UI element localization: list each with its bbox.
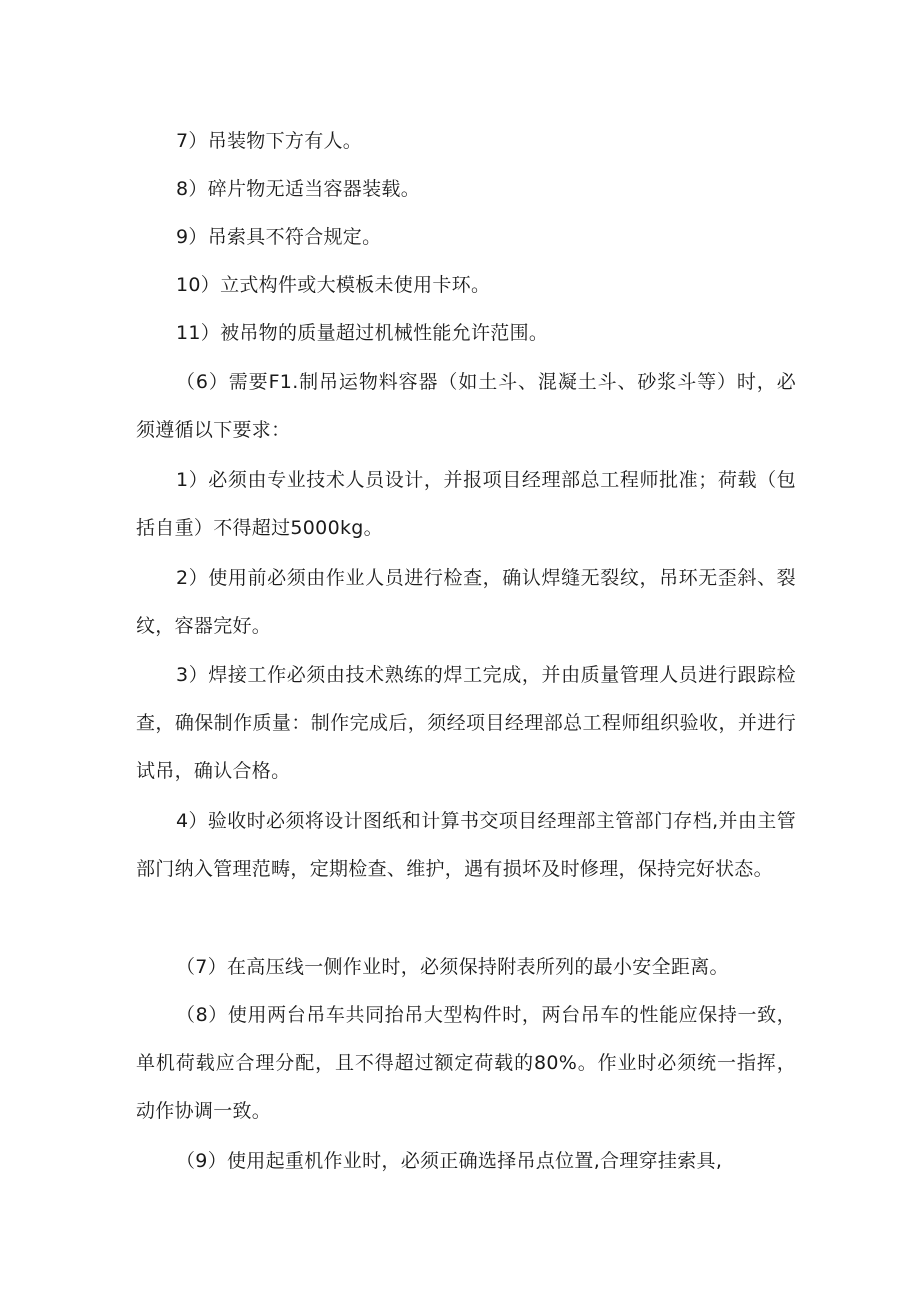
paragraph-item-7: 7）吊装物下方有人。 — [176, 130, 363, 152]
paragraph-section-8: （8）使用两台吊车共同抬吊大型构件时，两台吊车的性能应保持一致，单机荷载应合理分配，且不得超过额定荷载的80%。作业时必须统一指挥，动作协调一致。 — [136, 1004, 796, 1122]
paragraph-section-7: （7）在高压线一侧作业时，必须保持附表所列的最小安全距离。 — [176, 956, 729, 978]
paragraph-requirement-4: 4）验收时必须将设计图纸和计算书交项目经理部主管部门存档,并由主管部门纳入管理范畴，定期检查、维护，遇有损坏及时修理，保持完好状态。 — [136, 810, 796, 880]
paragraph-requirement-2: 2）使用前必须由作业人员进行检查，确认焊缝无裂纹，吊环无歪斜、裂纹，容器完好。 — [136, 567, 796, 637]
paragraph-requirement-3: 3）焊接工作必须由技术熟练的焊工完成，并由质量管理人员进行跟踪检查，确保制作质量：制作完成后，须经项目经理部总工程师组织验收，并进行试吊，确认合格。 — [136, 664, 796, 782]
paragraph-item-10: 10）立式构件或大模板未使用卡环。 — [176, 274, 491, 296]
paragraph-section-6: （6）需要F1.制吊运物料容器（如土斗、混凝土斗、砂浆斗等）时，必须遵循以下要求： — [136, 371, 796, 441]
paragraph-requirement-1: 1）必须由专业技术人员设计，并报项目经理部总工程师批准；荷载（包括自重）不得超过5000kg。 — [136, 469, 796, 539]
paragraph-item-11: 11）被吊物的质量超过机械性能允许范围。 — [176, 322, 549, 344]
paragraph-item-9: 9）吊索具不符合规定。 — [176, 226, 382, 248]
paragraph-item-8: 8）碎片物无适当容器装载。 — [176, 178, 420, 200]
paragraph-section-9: （9）使用起重机作业时，必须正确选择吊点位置,合理穿挂索具, — [176, 1150, 723, 1172]
